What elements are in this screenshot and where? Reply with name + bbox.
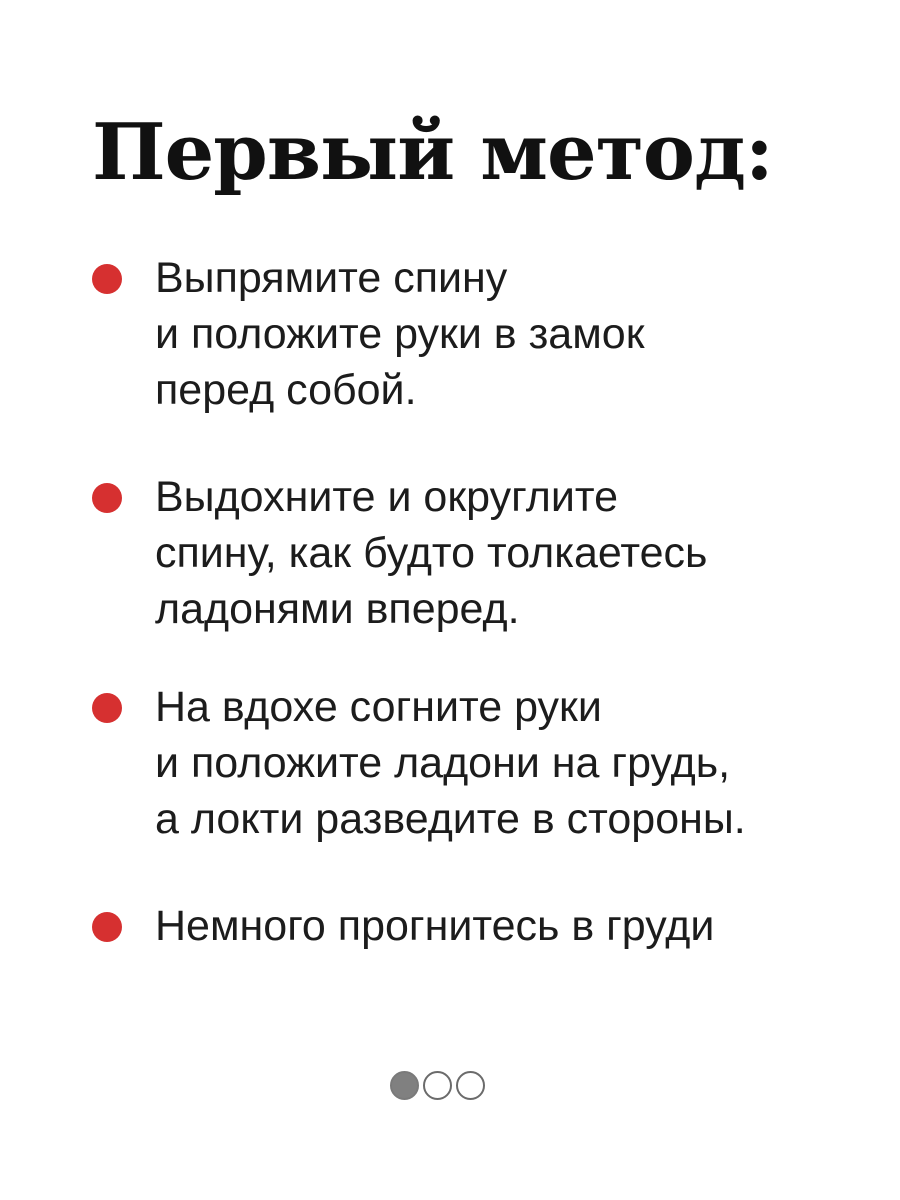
bullet-dot	[92, 264, 122, 294]
step-text: Выпрямите спину и положите руки в замок перед собой.	[155, 254, 645, 414]
step-text: На вдохе согните руки и положите ладони на грудь, а локти разведите в стороны.	[155, 683, 746, 843]
pagination-dots	[390, 1065, 485, 1105]
bullet-dot	[92, 693, 122, 723]
page-dot-active[interactable]	[390, 1071, 419, 1100]
step-text: Выдохните и округлите спину, как будто толкаетесь ладонями вперед.	[155, 473, 708, 633]
page-title: Первый метод:	[92, 107, 773, 198]
page-dot[interactable]	[456, 1071, 485, 1100]
bullet-dot	[92, 912, 122, 942]
step-text: Немного прогнитесь в груди	[155, 902, 715, 950]
bullet-dot	[92, 483, 122, 513]
page-dot[interactable]	[423, 1071, 452, 1100]
